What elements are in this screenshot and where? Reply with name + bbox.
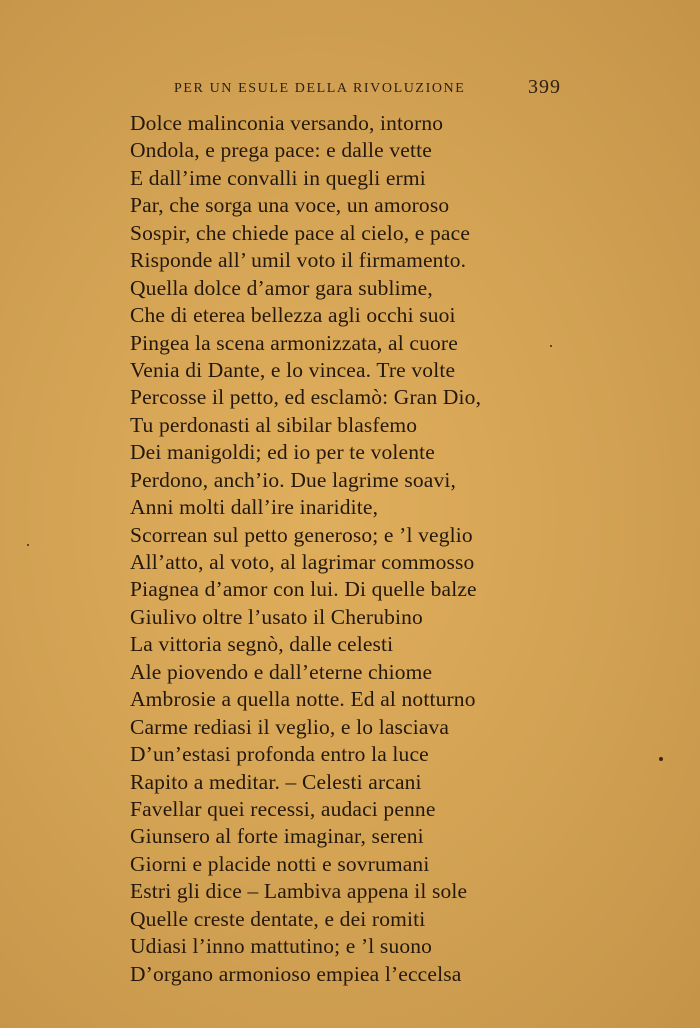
verse-line: D’organo armonioso empiea l’eccelsa — [130, 961, 462, 986]
running-title: PER UN ESULE DELLA RIVOLUZIONE — [174, 81, 466, 96]
verse-line: Che di eterea bellezza agli occhi suoi — [130, 303, 456, 328]
verse-line: Estri gli dice – Lambiva appena il sole — [130, 879, 468, 904]
verse-line: Udiasi l’inno mattutino; e ’l suono — [130, 934, 433, 959]
verse-line: Dolce malinconia versando, intorno — [130, 111, 444, 135]
page-number: 399 — [528, 76, 561, 98]
verse-line: Sospir, che chiede pace al cielo, e pace — [130, 220, 471, 245]
verse-line: Quella dolce d’amor gara sublime, — [130, 275, 433, 300]
verse-line: Scorrean sul petto generoso; e ’l veglio — [130, 522, 473, 547]
verse-line: Ondola, e prega pace: e dalle vette — [130, 138, 432, 163]
verse-line: La vittoria segnò, dalle celesti — [130, 632, 394, 657]
paper-speck — [550, 345, 552, 347]
verse-line: Ambrosie a quella notte. Ed al notturno — [130, 687, 476, 712]
verse-line: Dei manigoldi; ed io per te volente — [130, 440, 435, 465]
verse-line: D’un’estasi profonda entro la luce — [130, 742, 429, 767]
verse-line: Giulivo oltre l’usato il Cherubino — [130, 604, 423, 629]
verse-line: Favellar quei recessi, audaci penne — [130, 796, 436, 821]
verse-line: Quelle creste dentate, e dei romiti — [130, 906, 426, 931]
verse-line: E dall’ime convalli in quegli ermi — [130, 165, 426, 190]
verse-line: Giorni e placide notti e sovrumani — [130, 851, 430, 876]
poem-text — [130, 110, 570, 988]
verse-line: Risponde all’ umil voto il firmamento. — [130, 248, 467, 273]
running-head — [174, 78, 564, 100]
verse-line: Par, che sorga una voce, un amoroso — [130, 193, 450, 218]
verse-line: Percosse il petto, ed esclamò: Gran Dio, — [130, 385, 482, 410]
verse-line: Piagnea d’amor con lui. Di quelle balze — [130, 577, 477, 602]
paper-speck — [659, 757, 663, 761]
verse-line: All’atto, al voto, al lagrimar commosso — [130, 550, 475, 574]
verse-line: Carme rediasi il veglio, e lo lasciava — [130, 714, 450, 739]
verse-line: Rapito a meditar. – Celesti arcani — [130, 769, 422, 794]
verse-line: Pingea la scena armonizzata, al cuore — [130, 330, 458, 355]
verse-line: Giunsero al forte imaginar, sereni — [130, 824, 424, 849]
verse-line: Anni molti dall’ire inaridite, — [130, 495, 379, 520]
verse-line: Perdono, anch’io. Due lagrime soavi, — [130, 467, 457, 492]
paper-speck — [27, 544, 29, 546]
verse-line: Tu perdonasti al sibilar blasfemo — [130, 412, 418, 437]
verse-line: Venia di Dante, e lo vincea. Tre volte — [130, 357, 456, 382]
verse-line: Ale piovendo e dall’eterne chiome — [130, 659, 433, 684]
